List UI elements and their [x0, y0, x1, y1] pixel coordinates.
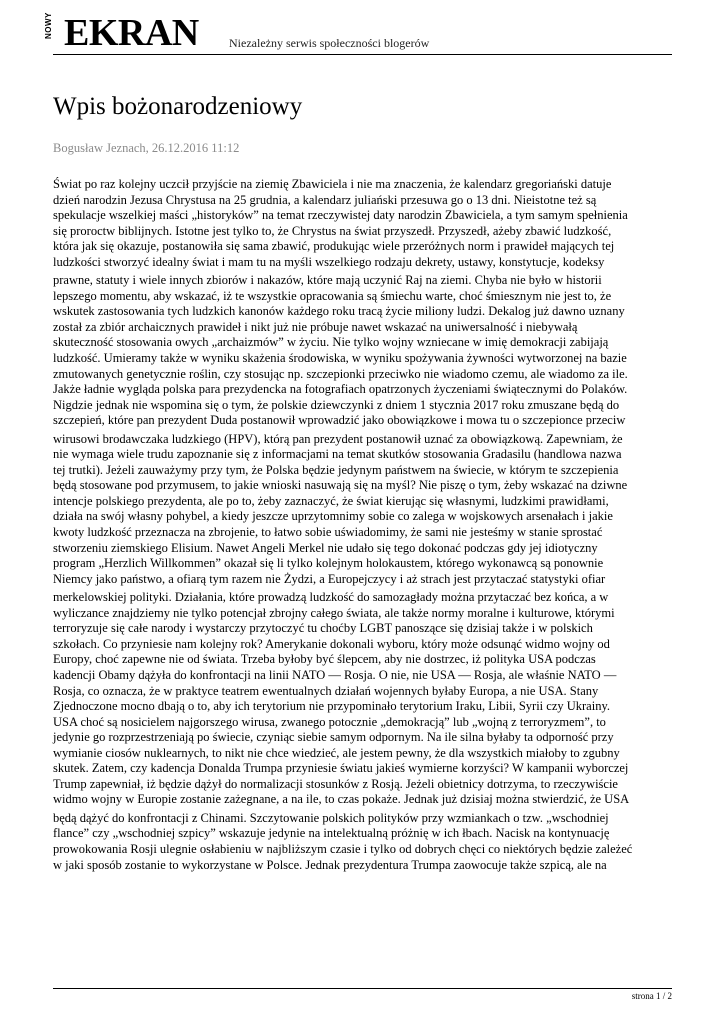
- article-body-line: został za zbiór archaicznych prawideł i nikt już nie próbuje nawet wskazać na uniwersalność i niebywałą: [53, 319, 578, 334]
- page-number: strona 1 / 2: [631, 991, 672, 1001]
- article-body-line: jedynie go rozprzestrzeniają po świecie, czyniąc siebie samym odpornym. Na ile silna byłaby ta odporność przy: [53, 730, 614, 745]
- article-body-line: intencje polskiego prezydenta, ale po to, żeby zaznaczyć, że świat kierując się własnymi, ludzkimi prawidłami,: [53, 493, 609, 508]
- article-body-line: lepszego momentu, aby wskazać, iż te wszystkie opracowania są śmiechu warte, choć śmiesznym nie jest to, że: [53, 288, 612, 303]
- header-divider: [53, 54, 672, 55]
- article-body-line: w jaki sposób zostanie to wykorzystane w Polsce. Jednak prezydentura Trumpa zaowocuje także szpicą, ale na: [53, 857, 607, 872]
- article-body-line: Jakże ładnie wygląda polska para prezydencka na fotografiach opatrzonych życzeniami świątecznymi do Polaków.: [53, 382, 628, 397]
- article-body-line: skuteczność stosowania owych „archaizmów” w życiu. Nie tylko wojny wzniecane w imię demokracji zabijają: [53, 335, 609, 350]
- article-body-line: spekulacje wszelkiej maści „historyków” na temat rzeczywistej daty narodzin Zbawiciela, a tym samym spełnienia: [53, 208, 628, 223]
- article-body-line: będą dążyć do konfrontacji z Chinami. Szczytowanie polskich polityków przy wzmiankach o tzw. „wschodniej: [53, 810, 609, 825]
- article-body-line: kadencji Obamy dążyła do konfrontacji na linii NATO — Rosja. O nie, nie USA — Rosja, ale właśnie NATO —: [53, 667, 617, 682]
- footer-divider: [53, 988, 672, 989]
- article-body-line: flance” czy „wschodniej szpicy” wskazuje jedynie na intelektualną próżnię w ich łbach. Nacisk na kontynuację: [53, 826, 610, 841]
- article-body-line: Nigdzie jednak nie wspomina się o tym, że polskie dziewczynki z dniem 1 stycznia 2017 roku zmuszane będą do: [53, 397, 620, 412]
- article-body-line: Zjednoczone mocno dbają o to, aby ich terytorium nie przypominało terytorium Iraku, Libii, Syrii czy Ukrainy.: [53, 699, 611, 714]
- site-header: [44, 12, 672, 54]
- article-body-line: wyliczance znajdziemy nie tylko potencjał zbrojny całego świata, ale także normy moralne i kulturowe, którymi: [53, 605, 615, 620]
- article-body-line: szkołach. Co przyniesie nam kolejny rok? Amerykanie dokonali wyboru, który może odsunąć widmo wojny od: [53, 636, 610, 651]
- article-body-line: stworzeniu ziemskiego Elisium. Nawet Angeli Merkel nie udało się tego dokonać podczas gdy jej idiotyczny: [53, 540, 598, 555]
- article-title: Wpis bożonarodzeniowy: [53, 93, 303, 120]
- article-body-line: Trump zapewniał, iż będzie dążył do normalizacji stosunków z Rosją. Jeżeli obietnicy dotrzyma, to rzeczywiście: [53, 776, 618, 791]
- article-body-line: dzień narodzin Jezusa Chrystusa na 25 grudnia, a kalendarz juliański przesuwa go o 13 dni. Nieistotne też są: [53, 192, 597, 207]
- site-logo[interactable]: [44, 12, 199, 54]
- logo-small-text: NOWY: [44, 12, 53, 39]
- article-body-line: ludzkość. Umieramy także w wyniku skażenia środowiska, w wyniku spożywania żywności wytworzonej na bazie: [53, 351, 627, 366]
- article-body: [53, 177, 667, 873]
- article-body-line: nie wymaga wiele trudu zapoznanie się z informacjami na temat skutków stosowania Gradasilu (handlowa nazwa: [53, 447, 622, 462]
- article-body-line: kwoty ludzkość przeznacza na zbrojenie, to łatwo sobie uświadomimy, że sami nie jesteśmy w stanie sprostać: [53, 525, 603, 540]
- article-body-line: Świat po raz kolejny uczcił przyjście na ziemię Zbawiciela i nie ma znaczenia, że kalendarz gregoriański datuje: [53, 177, 612, 191]
- article-body-line: prawne, statuty i wiele innych zbiorów i nakazów, które mają uczynić Raj na ziemi. Chyba nie było w historii: [53, 273, 602, 288]
- article-body-line: ludzkości stworzyć idealny świat i mam tu na myśli wszelkiego rodzaju dekrety, ustawy, konstytucje, kodeksy: [53, 254, 605, 269]
- article-body-line: terroryzuje się całe narody i wystarczy przytoczyć tu choćby LGBT panoszące się dzisiaj także i w polskich: [53, 621, 593, 636]
- article-body-line: program „Herzlich Willkommen” okazał się li tylko kolejnym holokaustem, którego wykonawcą są ponownie: [53, 556, 604, 571]
- article-body-line: się proroctw biblijnych. Istotne jest tylko to, że Chrystus na świat przyszedł. Przyszedł, ażeby zbawić ludzkość,: [53, 223, 612, 238]
- article-byline: Bogusław Jeznach, 26.12.2016 11:12: [53, 141, 240, 155]
- article-body-line: zmutowanych genetycznie roślin, czy stosując np. szczepionki przeciwko nie wiadomo czemu, ale wiadomo za ile.: [53, 366, 628, 381]
- article-body-line: która jak się okazuje, postanowiła się sama zbawić, produkując wiele przeróżnych norm i prawideł mających tej: [53, 239, 615, 254]
- article-body-line: prowokowania Rosji ulegnie osłabieniu w najbliższym czasie i tylko od dobrych chęci co niektórych będzie zależeć: [53, 841, 633, 856]
- article-body-line: widmo wojny w Europie zostanie zażegnane, a na ile, to czas pokaże. Jednak już dzisiaj można stwierdzić, że USA: [53, 792, 630, 807]
- article-body-line: wymianie ciosów nuklearnych, to nikt nie chce wiedzieć, ale jestem pewny, że dla wszystkich miałoby to zgubny: [53, 745, 620, 760]
- article-body-line: tej trutki). Jeżeli zauważymy przy tym, że Polska będzie jedynym państwem na świecie, w którym te szczepienia: [53, 462, 619, 477]
- article-body-line: Europy, choć zapewne nie od świata. Trzeba byłoby być ślepcem, aby nie dostrzec, iż polityka USA podczas: [53, 652, 596, 667]
- logo-main-text: EKRAN: [64, 12, 199, 54]
- article-body-line: szczepień, które pan prezydent Duda postanowił wprowadzić jako obowiązkowe i mowa tu o szczepionce przeciw: [53, 413, 626, 428]
- article-body-line: działa na swój własny pohybel, a kiedy jeszcze uprzytomnimy sobie co zalega w wojskowych arsenałach i jakie: [53, 509, 613, 524]
- article-body-line: USA choć są nosicielem najgorszego wirusa, zwanego potocznie „demokracją” lub „wojną z terroryzmem”, to: [53, 714, 606, 729]
- article-body-line: Niemcy jako państwo, a ofiarą tym razem nie Żydzi, a Europejczycy i aż strach jest przytaczać statystyki ofiar: [53, 571, 606, 586]
- article-body-line: wskutek zastosowania tych ludzkich kanonów każdego roku tracą życie miliony ludzi. Dekalog już dawno uznany: [53, 304, 625, 319]
- article-body-line: Rosja, co oznacza, że w praktyce teatrem ewentualnych działań wojennych byłaby Europa, a nie USA. Stany: [53, 683, 599, 698]
- article-body-line: będą stosowane pod przymusem, to jakie wnioski nasuwają się na myśl? Nie piszę o tym, żeby wskazać na dziwne: [53, 478, 628, 493]
- site-tagline: Niezależny serwis społeczności blogerów: [229, 36, 430, 50]
- article-body-line: wirusowi brodawczaka ludzkiego (HPV), którą pan prezydent postanowił uznać za obowiązkową. Zapewniam, że: [53, 431, 623, 446]
- article-body-line: merkelowskiej polityki. Działania, które prowadzą ludzkość do samozagłady można przytaczać bez końca, a w: [53, 590, 609, 605]
- article-body-line: skutek. Zatem, czy kadencja Donalda Trumpa przyniesie światu jakieś wymierne korzyści? W kampanii wyborczej: [53, 761, 629, 776]
